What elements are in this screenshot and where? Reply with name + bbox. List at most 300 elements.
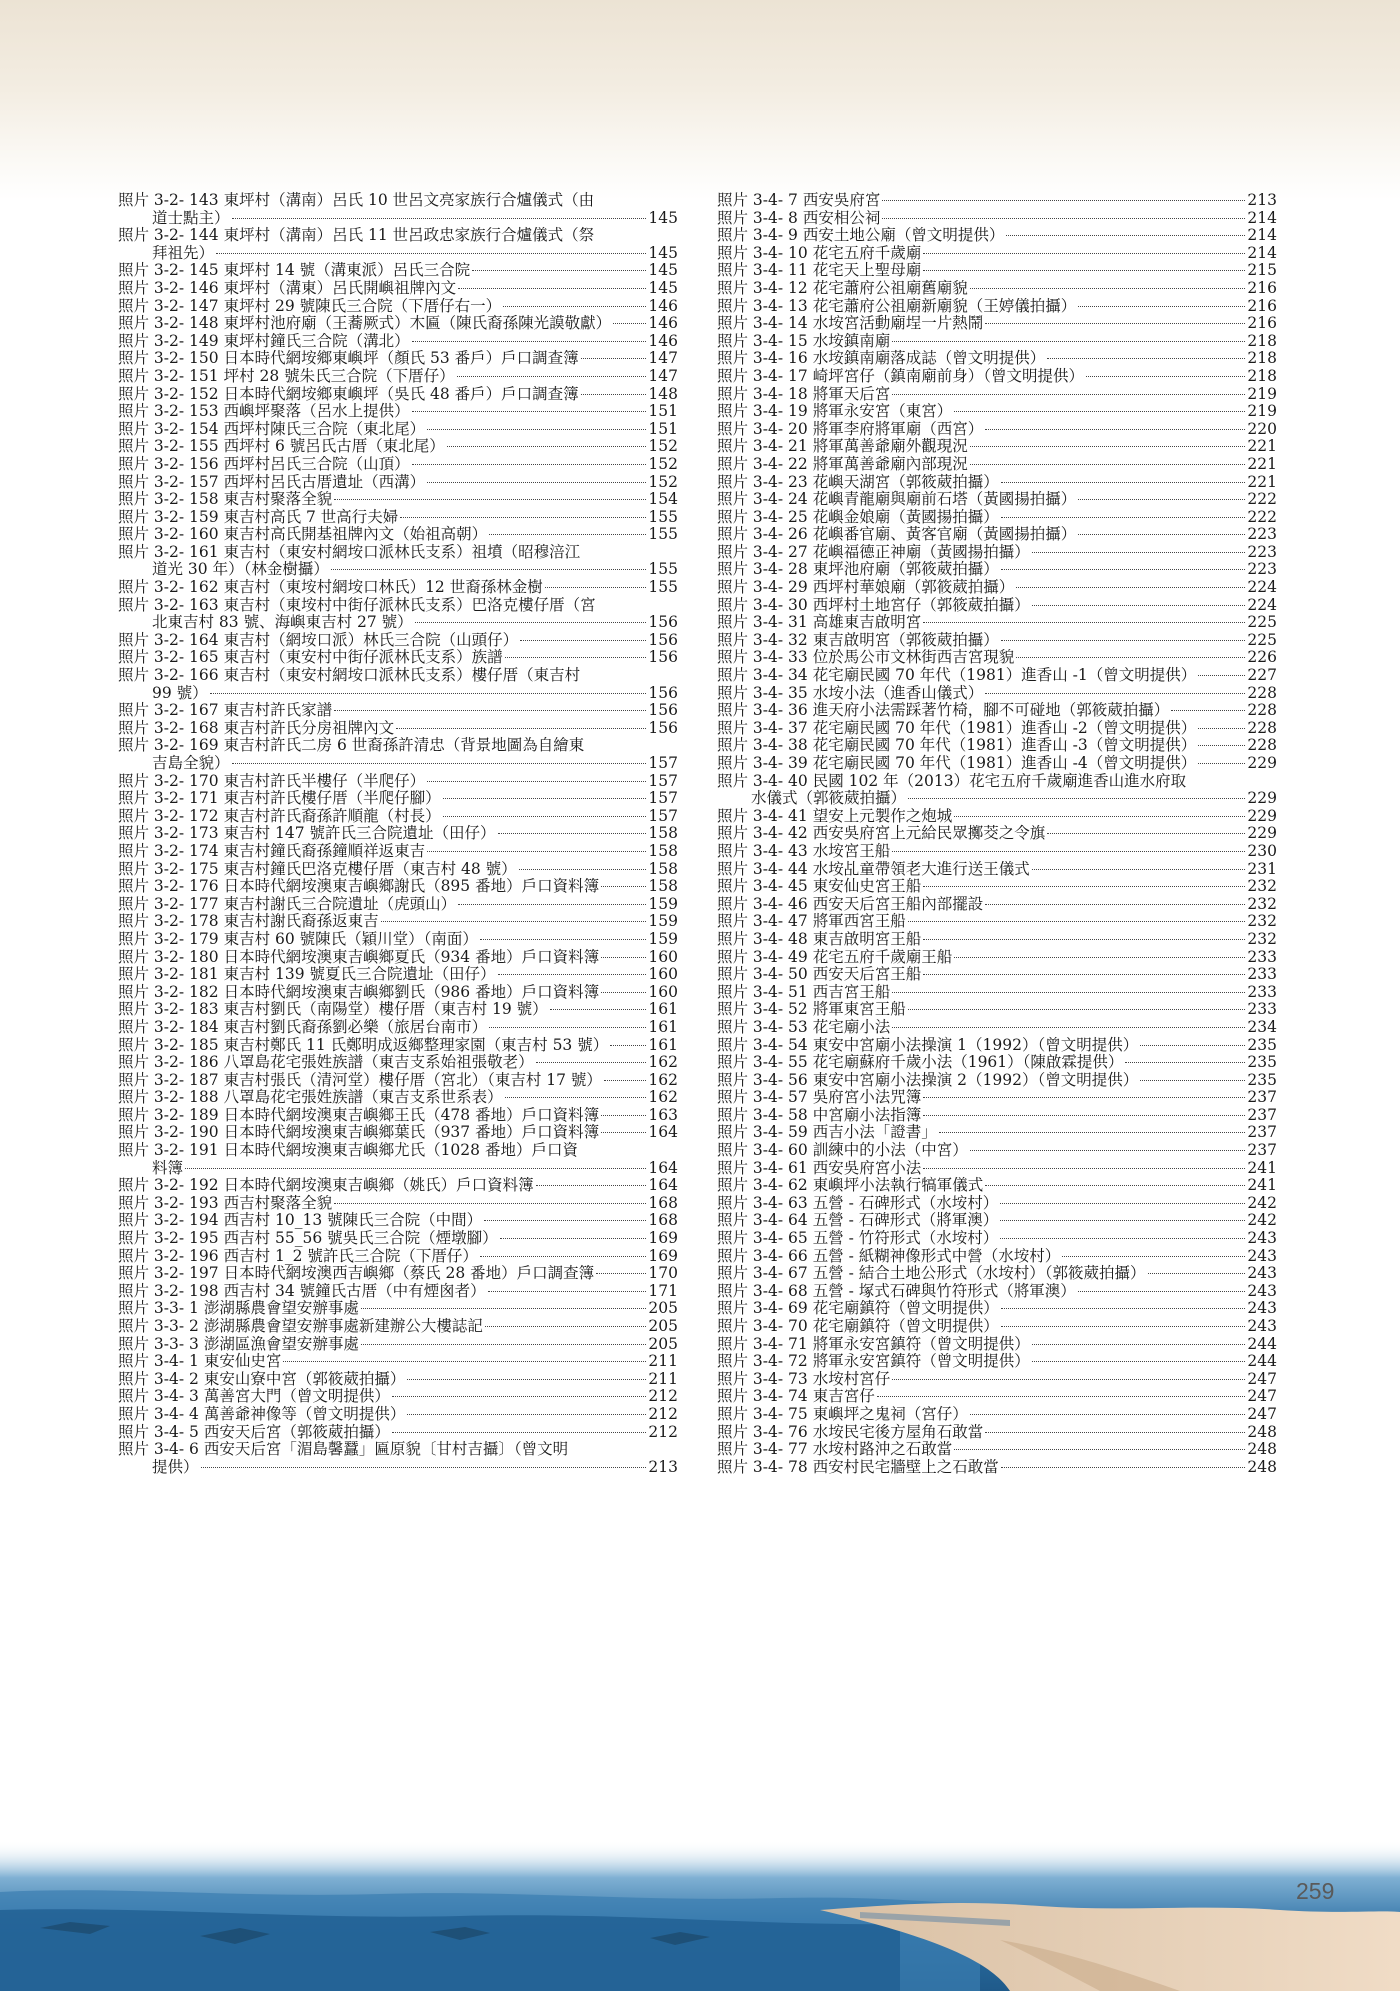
entry-page-number: 229: [1247, 806, 1277, 825]
index-entry: [118, 808, 678, 826]
leader-dots: [954, 411, 1245, 412]
entry-caption: 照片 3-4- 9 西安土地公廟（曾文明提供）: [717, 226, 1005, 245]
entry-caption: 照片 3-3- 1 澎湖縣農會望安辦事處: [118, 1299, 359, 1318]
index-entry: [717, 597, 1277, 615]
index-entry: [118, 403, 678, 421]
leader-dots: [407, 1379, 646, 1380]
entry-page-number: 220: [1247, 419, 1277, 438]
leader-dots: [458, 904, 646, 905]
index-entry: [717, 931, 1277, 949]
index-entry: [717, 1441, 1277, 1459]
index-entry: [118, 1001, 678, 1019]
index-entry: [118, 949, 678, 967]
index-entry: [118, 1300, 678, 1318]
index-entry-line: [118, 737, 678, 755]
entry-caption: 照片 3-2- 155 西坪村 6 號呂氏古厝（東北尾）: [118, 437, 445, 456]
entry-page-number: 228: [1247, 736, 1277, 755]
index-entry: [717, 561, 1277, 579]
entry-caption: 照片 3-2- 153 西嶼坪聚落（呂水上提供）: [118, 402, 410, 421]
entry-caption-continued: 拜祖先）: [152, 243, 215, 262]
index-entry: [118, 632, 678, 650]
leader-dots: [610, 1045, 646, 1046]
index-entry: [118, 1371, 678, 1389]
photo-index-left-column: [118, 192, 678, 1476]
leader-dots: [400, 517, 646, 518]
leader-dots: [954, 1449, 1245, 1450]
entry-page-number: 161: [648, 1035, 678, 1054]
index-entry: [118, 280, 678, 298]
entry-caption: 照片 3-4- 44 水垵乩童帶領老大進行送王儀式: [717, 859, 1030, 878]
entry-caption: 照片 3-4- 2 東安山寮中宮（郭筱葳拍攝）: [118, 1369, 406, 1388]
leader-dots: [970, 288, 1246, 289]
index-entry: [717, 1336, 1277, 1354]
index-entry-line: [118, 227, 678, 245]
index-entry: [118, 755, 678, 773]
entry-page-number: 235: [1247, 1070, 1277, 1089]
leader-dots: [334, 1203, 646, 1204]
index-entry: [717, 861, 1277, 879]
entry-page-number: 241: [1247, 1158, 1277, 1177]
index-entry: [118, 1195, 678, 1213]
entry-caption: 照片 3-4- 38 花宅廟民國 70 年代（1981）進香山 -3（曾文明提供）: [717, 736, 1197, 755]
index-entry: [118, 1406, 678, 1424]
index-entry: [717, 298, 1277, 316]
entry-caption: 照片 3-2- 162 東吉村（東垵村網垵口林氏）12 世裔孫林金樹: [118, 578, 543, 597]
index-entry: [118, 931, 678, 949]
entry-caption: 照片 3-4- 12 花宅蕭府公祖廟舊廟貌: [717, 278, 968, 297]
index-entry: [118, 1459, 678, 1477]
entry-caption-continued: 北東吉村 83 號、海嶼東吉村 27 號）: [152, 613, 413, 632]
entry-page-number: 233: [1247, 1000, 1277, 1019]
entry-caption: 照片 3-4- 46 西安天后宮王船內部擺設: [717, 894, 984, 913]
entry-page-number: 225: [1247, 630, 1277, 649]
entry-page-number: 214: [1247, 208, 1277, 227]
index-entry: [717, 1019, 1277, 1037]
entry-page-number: 232: [1247, 894, 1277, 913]
index-entry: [118, 1089, 678, 1107]
entry-caption: 照片 3-2- 144 東坪村（溝南）呂氏 11 世呂政忠家族行合爐儀式（祭: [118, 226, 595, 245]
entry-page-number: 146: [648, 314, 678, 333]
entry-page-number: 232: [1247, 877, 1277, 896]
entry-caption: 照片 3-2- 151 坪村 28 號朱氏三合院（下厝仔）: [118, 366, 455, 385]
leader-dots: [923, 1115, 1245, 1116]
leader-dots: [536, 1062, 647, 1063]
entry-caption: 照片 3-2- 164 東吉村（網垵口派）林氏三合院（山頭仔）: [118, 630, 519, 649]
index-entry: [118, 825, 678, 843]
leader-dots: [361, 1308, 647, 1309]
entry-page-number: 158: [648, 841, 678, 860]
leader-dots: [1198, 745, 1245, 746]
index-entry: [118, 526, 678, 544]
leader-dots: [412, 341, 647, 342]
entry-caption: 照片 3-4- 14 水垵宮活動廟埕一片熱鬧: [717, 314, 984, 333]
entry-caption: 照片 3-2- 181 東吉村 139 號夏氏三合院遺址（田仔）: [118, 965, 496, 984]
entry-page-number: 145: [648, 278, 678, 297]
leader-dots: [923, 270, 1245, 271]
entry-page-number: 146: [648, 296, 678, 315]
entry-caption: 照片 3-4- 61 西安吳府宮小法: [717, 1158, 922, 1177]
index-entry: [717, 843, 1277, 861]
leader-dots: [331, 569, 647, 570]
index-entry: [717, 685, 1277, 703]
entry-caption: 照片 3-2- 177 東吉村謝氏三合院遺址（虎頭山）: [118, 894, 457, 913]
entry-caption: 照片 3-2- 183 東吉村劉氏（南陽堂）樓仔厝（東吉村 19 號）: [118, 1000, 548, 1019]
leader-dots: [443, 798, 647, 799]
leader-dots: [427, 851, 646, 852]
entry-caption: 照片 3-4- 30 西坪村土地宮仔（郭筱葳拍攝）: [717, 595, 1030, 614]
entry-page-number: 164: [648, 1176, 678, 1195]
leader-dots: [283, 1361, 646, 1362]
entry-page-number: 243: [1247, 1299, 1277, 1318]
entry-page-number: 162: [648, 1053, 678, 1072]
leader-dots: [427, 429, 646, 430]
entry-caption: 照片 3-4- 55 花宅廟蘇府千歲小法（1961）（陳啟霖提供）: [717, 1053, 1124, 1072]
leader-dots: [334, 499, 646, 500]
index-entry-line: [118, 1441, 678, 1459]
entry-caption: 照片 3-2- 178 東吉村謝氏裔孫返東吉: [118, 912, 379, 931]
index-entry: [118, 1019, 678, 1037]
entry-page-number: 148: [648, 384, 678, 403]
entry-page-number: 156: [648, 701, 678, 720]
leader-dots: [210, 693, 647, 694]
leader-dots: [1001, 569, 1246, 570]
entry-caption: 照片 3-4- 53 花宅廟小法: [717, 1017, 891, 1036]
index-entry: [717, 1142, 1277, 1160]
entry-page-number: 205: [648, 1317, 678, 1335]
leader-dots: [908, 798, 1245, 799]
entry-page-number: 160: [648, 965, 678, 984]
leader-dots: [892, 851, 1245, 852]
entry-caption: 照片 3-2- 191 日本時代網垵澳東吉嶼鄉尤氏（1028 番地）戶口資: [118, 1141, 578, 1160]
entry-page-number: 212: [648, 1422, 678, 1441]
index-entry: [118, 386, 678, 404]
entry-page-number: 158: [648, 859, 678, 878]
entry-caption: 照片 3-2- 150 日本時代網垵鄉東嶼坪（顏氏 53 番戶）戶口調查簿: [118, 349, 579, 368]
entry-caption: 照片 3-2- 146 東坪村（溝東）呂氏開嶼祖牌內文: [118, 278, 457, 297]
index-entry: [717, 210, 1277, 228]
leader-dots: [381, 921, 647, 922]
entry-caption: 照片 3-4- 39 花宅廟民國 70 年代（1981）進香山 -4（曾文明提供）: [717, 754, 1197, 772]
index-entry: [118, 1107, 678, 1125]
entry-page-number: 219: [1247, 402, 1277, 421]
leader-dots: [489, 534, 646, 535]
leader-dots: [484, 1220, 646, 1221]
leader-dots: [596, 1273, 646, 1274]
index-entry: [118, 773, 678, 791]
entry-caption-continued: 水儀式（郭筱葳拍攝）: [751, 789, 907, 808]
leader-dots: [232, 763, 647, 764]
entry-page-number: 152: [648, 472, 678, 491]
entry-page-number: 218: [1247, 331, 1277, 350]
leader-dots: [1047, 358, 1245, 359]
index-entry: [118, 1283, 678, 1301]
entry-page-number: 162: [648, 1070, 678, 1089]
entry-caption: 照片 3-4- 15 水垵鎮南廟: [717, 331, 891, 350]
index-entry: [717, 808, 1277, 826]
leader-dots: [954, 957, 1245, 958]
entry-caption: 照片 3-2- 196 西吉村 1_2 號許氏三合院（下厝仔）: [118, 1246, 478, 1265]
entry-page-number: 248: [1247, 1457, 1277, 1476]
entry-caption: 照片 3-4- 58 中宮廟小法指簿: [717, 1105, 922, 1124]
leader-dots: [1032, 552, 1246, 553]
leader-dots: [1032, 1344, 1246, 1345]
entry-caption: 照片 3-4- 47 將軍西宮王船: [717, 912, 906, 931]
entry-page-number: 155: [648, 507, 678, 526]
leader-dots: [923, 1097, 1245, 1098]
entry-page-number: 171: [648, 1281, 678, 1300]
entry-caption: 照片 3-4- 28 東坪池府廟（郭筱葳拍攝）: [717, 560, 999, 579]
leader-dots: [1078, 534, 1245, 535]
entry-page-number: 224: [1247, 595, 1277, 614]
leader-dots: [601, 957, 646, 958]
entry-caption: 照片 3-4- 5 西安天后宮（郭筱葳拍攝）: [118, 1422, 390, 1441]
entry-caption: 照片 3-4- 75 東嶼坪之鬼祠（宮仔）: [717, 1404, 968, 1423]
entry-page-number: 229: [1247, 789, 1277, 808]
entry-caption: 照片 3-4- 35 水垵小法（進香山儀式）: [717, 683, 984, 702]
entry-page-number: 155: [648, 578, 678, 597]
entry-caption: 照片 3-4- 3 萬善宮大門（曾文明提供）: [118, 1387, 390, 1406]
leader-dots: [604, 1080, 647, 1081]
leader-dots: [1016, 587, 1245, 588]
entry-caption: 照片 3-2- 157 西坪村呂氏古厝遺址（西溝）: [118, 472, 426, 491]
entry-caption: 照片 3-2- 186 八罩島花宅張姓族譜（東吉支系始祖張敬老）: [118, 1053, 534, 1072]
index-entry: [717, 1054, 1277, 1072]
index-entry: [717, 667, 1277, 685]
entry-page-number: 145: [648, 261, 678, 280]
index-entry: [717, 702, 1277, 720]
leader-dots: [500, 1238, 647, 1239]
leader-dots: [396, 728, 646, 729]
index-entry: [118, 843, 678, 861]
index-entry: [717, 913, 1277, 931]
entry-caption: 照片 3-4- 16 水垵鎮南廟落成誌（曾文明提供）: [717, 349, 1046, 368]
entry-page-number: 161: [648, 1000, 678, 1019]
entry-page-number: 235: [1247, 1035, 1277, 1054]
entry-caption: 照片 3-2- 172 東吉村許氏裔孫許順龍（村長）: [118, 806, 441, 825]
index-entry: [118, 421, 678, 439]
entry-caption: 照片 3-4- 24 花嶼青龍廟與廟前石塔（黃國揚拍攝）: [717, 490, 1077, 509]
entry-caption: 照片 3-2- 188 八罩島花宅張姓族譜（東吉支系世系表）: [118, 1088, 503, 1107]
entry-page-number: 211: [648, 1352, 678, 1371]
index-entry: [717, 737, 1277, 755]
index-entry: [717, 966, 1277, 984]
leader-dots: [970, 1414, 1246, 1415]
leader-dots: [361, 1344, 647, 1345]
index-entry: [118, 966, 678, 984]
index-entry: [118, 1160, 678, 1178]
entry-page-number: 213: [648, 1457, 678, 1476]
entry-page-number: 156: [648, 630, 678, 649]
leader-dots: [412, 411, 647, 412]
entry-page-number: 247: [1247, 1369, 1277, 1388]
entry-caption-continued: 提供）: [152, 1457, 199, 1476]
index-entry: [717, 509, 1277, 527]
index-entry: [118, 456, 678, 474]
entry-caption: 照片 3-2- 171 東吉村許氏樓仔厝（半爬仔腳）: [118, 789, 441, 808]
entry-page-number: 221: [1247, 437, 1277, 456]
entry-caption: 照片 3-2- 152 日本時代網垵鄉東嶼坪（吳氏 48 番戶）戶口調查簿: [118, 384, 579, 403]
leader-dots: [489, 1027, 646, 1028]
entry-page-number: 159: [648, 894, 678, 913]
entry-page-number: 216: [1247, 278, 1277, 297]
leader-dots: [505, 1097, 647, 1098]
entry-page-number: 221: [1247, 472, 1277, 491]
leader-dots: [1001, 1467, 1246, 1468]
leader-dots: [1140, 1080, 1245, 1081]
entry-page-number: 247: [1247, 1387, 1277, 1406]
entry-page-number: 157: [648, 754, 678, 772]
leader-dots: [480, 939, 647, 940]
leader-dots: [1032, 1361, 1246, 1362]
entry-page-number: 212: [648, 1387, 678, 1406]
entry-page-number: 152: [648, 454, 678, 473]
leader-dots: [216, 253, 646, 254]
index-entry: [717, 1195, 1277, 1213]
leader-dots: [923, 1168, 1245, 1169]
index-entry-line: [118, 192, 678, 210]
leader-dots: [882, 218, 1245, 219]
leader-dots: [1198, 728, 1245, 729]
index-entry: [717, 755, 1277, 773]
entry-page-number: 233: [1247, 947, 1277, 966]
header-wash: [0, 0, 1400, 200]
leader-dots: [407, 1414, 646, 1415]
index-entry: [118, 790, 678, 808]
index-entry: [717, 403, 1277, 421]
leader-dots: [892, 1379, 1245, 1380]
entry-caption: 照片 3-4- 66 五營 - 紙糊神像形式中營（水垵村）: [717, 1246, 1061, 1265]
index-entry: [118, 333, 678, 351]
entry-caption-continued: 料簿: [152, 1158, 184, 1177]
index-entry: [118, 1424, 678, 1442]
leader-dots: [503, 306, 646, 307]
index-entry: [118, 1054, 678, 1072]
entry-caption: 照片 3-4- 31 高雄東吉啟明宮: [717, 613, 922, 632]
index-entry: [717, 1283, 1277, 1301]
index-entry: [118, 438, 678, 456]
entry-caption: 照片 3-2- 145 東坪村 14 號（溝東派）呂氏三合院: [118, 261, 471, 280]
entry-page-number: 243: [1247, 1317, 1277, 1335]
entry-page-number: 205: [648, 1299, 678, 1318]
index-entry: [118, 561, 678, 579]
leader-dots: [1140, 1045, 1245, 1046]
entry-caption: 照片 3-4- 34 花宅廟民國 70 年代（1981）進香山 -1（曾文明提供）: [717, 666, 1197, 685]
leader-dots: [392, 1432, 647, 1433]
entry-caption: 照片 3-2- 175 東吉村鐘氏巴洛克樓仔厝（東吉村 48 號）: [118, 859, 517, 878]
entry-page-number: 232: [1247, 929, 1277, 948]
entry-caption: 照片 3-4- 71 將軍永安宮鎮符（曾文明提供）: [717, 1334, 1030, 1353]
entry-caption: 照片 3-4- 76 水垵民宅後方屋角石敢當: [717, 1422, 984, 1441]
entry-caption: 照片 3-4- 43 水垵宮王船: [717, 841, 891, 860]
entry-page-number: 233: [1247, 965, 1277, 984]
entry-page-number: 157: [648, 771, 678, 790]
entry-caption: 照片 3-4- 10 花宅五府千歲廟: [717, 243, 922, 262]
entry-page-number: 232: [1247, 912, 1277, 931]
leader-dots: [412, 464, 647, 465]
leader-dots: [923, 974, 1245, 975]
entry-caption: 照片 3-2- 193 西吉村聚落全貌: [118, 1193, 333, 1212]
entry-page-number: 169: [648, 1229, 678, 1248]
leader-dots: [480, 1256, 647, 1257]
entry-page-number: 228: [1247, 718, 1277, 737]
entry-page-number: 243: [1247, 1229, 1277, 1248]
entry-page-number: 242: [1247, 1193, 1277, 1212]
entry-caption: 照片 3-2- 174 東吉村鐘氏裔孫鐘順祥返東吉: [118, 841, 426, 860]
entry-caption: 照片 3-4- 52 將軍東宮王船: [717, 1000, 906, 1019]
entry-page-number: 227: [1247, 666, 1277, 685]
entry-caption: 照片 3-4- 49 花宅五府千歲廟王船: [717, 947, 953, 966]
entry-page-number: 223: [1247, 525, 1277, 544]
entry-page-number: 155: [648, 525, 678, 544]
entry-caption: 照片 3-4- 68 五營 - 塚式石碑與竹符形式（將軍澳）: [717, 1281, 1076, 1300]
entry-caption: 照片 3-4- 13 花宅蕭府公祖廟新廟貌（王婷儀拍攝）: [717, 296, 1077, 315]
leader-dots: [970, 464, 1246, 465]
leader-dots: [601, 1132, 646, 1133]
index-entry: [118, 1037, 678, 1055]
entry-caption: 照片 3-4- 37 花宅廟民國 70 年代（1981）進香山 -2（曾文明提供）: [717, 718, 1197, 737]
entry-page-number: 146: [648, 331, 678, 350]
entry-page-number: 228: [1247, 683, 1277, 702]
index-entry: [717, 1160, 1277, 1178]
entry-caption: 照片 3-4- 6 西安天后宮「湄島馨蠶」匾原貌〔甘村吉攝〕（曾文明: [118, 1440, 569, 1459]
index-entry: [717, 333, 1277, 351]
index-entry: [118, 1248, 678, 1266]
entry-page-number: 159: [648, 929, 678, 948]
index-entry: [717, 1371, 1277, 1389]
leader-dots: [457, 376, 647, 377]
index-entry: [717, 1318, 1277, 1336]
page-number: 259: [1296, 1878, 1335, 1904]
entry-caption: 照片 3-4- 59 西吉小法「證書」: [717, 1123, 937, 1142]
entry-caption: 照片 3-2- 176 日本時代網垵澳東吉嶼鄉謝氏（895 番地）戶口資料簿: [118, 877, 600, 896]
entry-page-number: 164: [648, 1158, 678, 1177]
entry-page-number: 235: [1247, 1053, 1277, 1072]
entry-page-number: 243: [1247, 1246, 1277, 1265]
index-entry: [717, 1177, 1277, 1195]
entry-caption: 照片 3-4- 20 將軍李府將軍廟（西宮）: [717, 419, 984, 438]
entry-page-number: 157: [648, 806, 678, 825]
entry-caption: 照片 3-2- 179 東吉村 60 號陳氏（穎川堂）（南面）: [118, 929, 478, 948]
index-entry: [118, 1212, 678, 1230]
leader-dots: [550, 1009, 647, 1010]
entry-caption: 照片 3-4- 64 五營 - 石碑形式（將軍澳）: [717, 1211, 999, 1230]
leader-dots: [458, 288, 646, 289]
entry-caption: 照片 3-2- 149 東坪村鐘氏三合院（溝北）: [118, 331, 410, 350]
entry-page-number: 151: [648, 419, 678, 438]
index-entry: [717, 649, 1277, 667]
index-entry: [118, 350, 678, 368]
leader-dots: [1171, 710, 1245, 711]
entry-page-number: 169: [648, 1246, 678, 1265]
leader-dots: [985, 429, 1245, 430]
entry-caption: 照片 3-4- 78 西安村民宅牆壁上之石敢當: [717, 1457, 999, 1476]
leader-dots: [1062, 1256, 1245, 1257]
entry-page-number: 225: [1247, 613, 1277, 632]
entry-page-number: 243: [1247, 1281, 1277, 1300]
entry-page-number: 243: [1247, 1264, 1277, 1283]
leader-dots: [985, 904, 1245, 905]
index-entry: [118, 614, 678, 632]
entry-caption: 照片 3-4- 65 五營 - 竹符形式（水垵村）: [717, 1229, 999, 1248]
leader-dots: [601, 992, 646, 993]
entry-page-number: 162: [648, 1088, 678, 1107]
leader-dots: [447, 446, 647, 447]
leader-dots: [1078, 306, 1245, 307]
leader-dots: [882, 200, 1245, 201]
entry-caption: 照片 3-2- 163 東吉村（東垵村中街仔派林氏支系）巴洛克樓仔厝（宮: [118, 595, 596, 614]
leader-dots: [985, 1185, 1245, 1186]
leader-dots: [536, 1185, 647, 1186]
